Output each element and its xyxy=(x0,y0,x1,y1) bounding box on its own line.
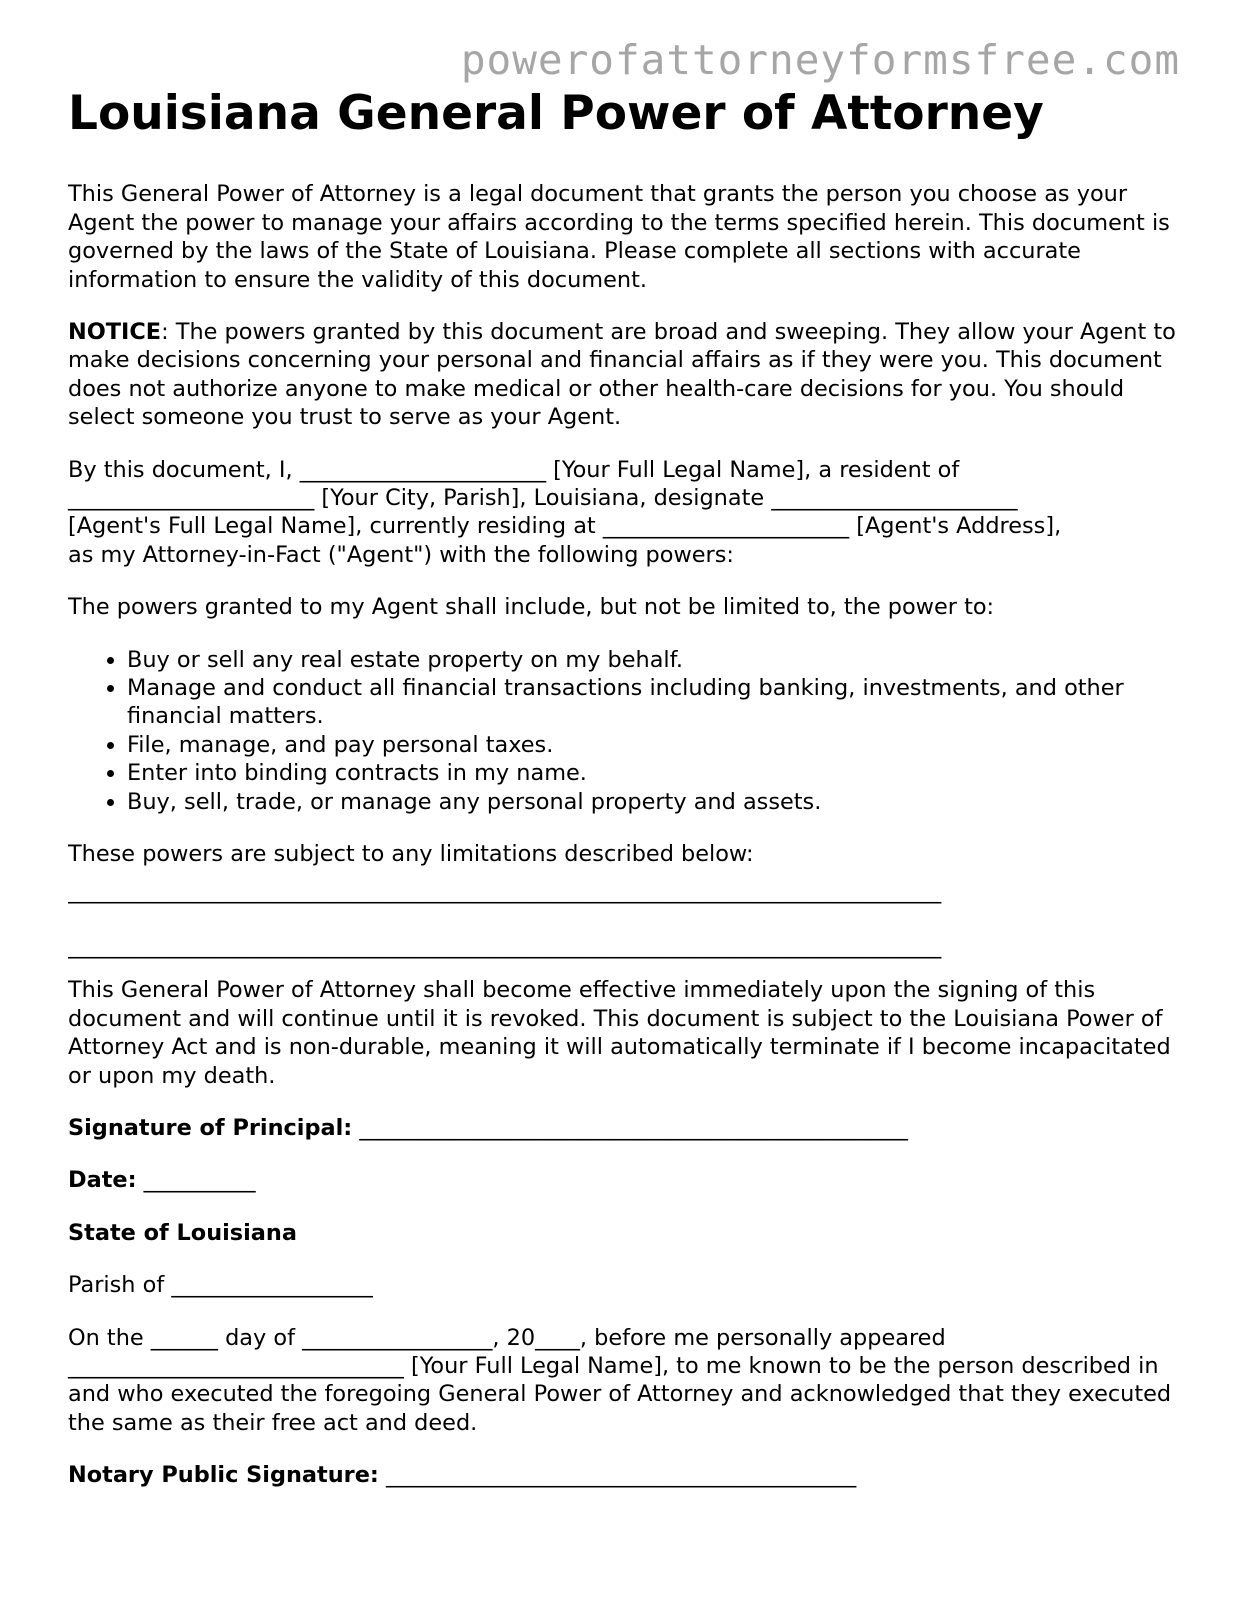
signature-row xyxy=(68,1114,1178,1142)
notice-paragraph xyxy=(68,318,1178,432)
designation-paragraph xyxy=(68,456,1178,570)
limitation-line: ______________________________________________________________________________ xyxy=(68,932,942,959)
state-heading: State of Louisiana xyxy=(68,1219,297,1246)
limitations-intro: These powers are subject to any limitations described below: xyxy=(68,841,754,868)
powers-intro: The powers granted to my Agent shall include, but not be limited to, the power to: xyxy=(68,594,995,621)
watermark: powerofattorneyformsfree.com xyxy=(460,36,1180,84)
intro-paragraph: This General Power of Attorney is a legal document that grants the person you choose as your Agent the power to manage your affairs according to the terms specified herein. This document is governed by the laws of the State of Louisiana. Please complete all sections with accurate information to ensure the validity of this document. xyxy=(68,181,1170,293)
list-item: • Enter into binding contracts in my name. xyxy=(127,759,1178,787)
acknowledgment-paragraph xyxy=(68,1324,1178,1438)
signature-blank: _________________________________________________ xyxy=(359,1114,908,1141)
notice-text: : The powers granted by this document are broad and sweeping. They allow your Agent to make decisions concerning your personal and financial affairs as if they were you. This document does not authorize anyone to make medical or other health-care decisions for you. You should select someone you trust to serve as your Agent. xyxy=(68,319,1176,431)
document-page xyxy=(68,86,1178,1514)
date-blank: __________ xyxy=(143,1167,256,1194)
date-label: Date: xyxy=(68,1167,137,1194)
notice-label: NOTICE xyxy=(68,319,162,346)
designation-line-2: ______________________ [Your City, Parish], Louisiana, designate ______________________ xyxy=(68,485,1018,512)
signature-label: Signature of Principal: xyxy=(68,1114,353,1141)
notary-blank: __________________________________________ xyxy=(386,1462,857,1489)
designation-line-4: as my Attorney-in-Fact ("Agent") with the following powers: xyxy=(68,541,734,568)
parish-label: Parish of xyxy=(68,1272,165,1299)
date-row xyxy=(68,1166,1178,1194)
parish-blank: __________________ xyxy=(171,1272,373,1299)
parish-row xyxy=(68,1271,1178,1299)
document-title: Louisiana General Power of Attorney xyxy=(68,86,1044,141)
list-item: • Buy, sell, trade, or manage any personal property and assets. xyxy=(127,788,1178,816)
effective-paragraph: This General Power of Attorney shall become effective immediately upon the signing of this document and will continue until it is revoked. This document is subject to the Louisiana Power of Attorney Act and is non-durable, meaning it will automatically terminate if I become incapacitated or upon my death. xyxy=(68,977,1171,1089)
acknowledgment-line-1: On the ______ day of _________________, 20____, before me personally appeared xyxy=(68,1324,946,1351)
limitation-line: ______________________________________________________________________________ xyxy=(68,877,942,904)
list-item: • Buy or sell any real estate property on my behalf. xyxy=(127,646,1178,674)
powers-list xyxy=(68,646,1178,816)
designation-line-3: [Agent's Full Legal Name], currently residing at ______________________ [Agent's Address], xyxy=(68,513,1062,540)
notary-label: Notary Public Signature: xyxy=(68,1462,379,1489)
notary-row xyxy=(68,1461,1178,1489)
acknowledgment-rest: ______________________________ [Your Full Legal Name], to me known to be the person described in and who executed the foregoing General Power of Attorney and acknowledged that they executed the same as their free act and deed. xyxy=(68,1352,1172,1436)
list-item: • File, manage, and pay personal taxes. xyxy=(127,731,1178,759)
list-item: • Manage and conduct all financial transactions including banking, investments, and other financial matters. xyxy=(127,674,1178,731)
designation-line-1: By this document, I, ______________________ [Your Full Legal Name], a resident of xyxy=(68,456,960,483)
